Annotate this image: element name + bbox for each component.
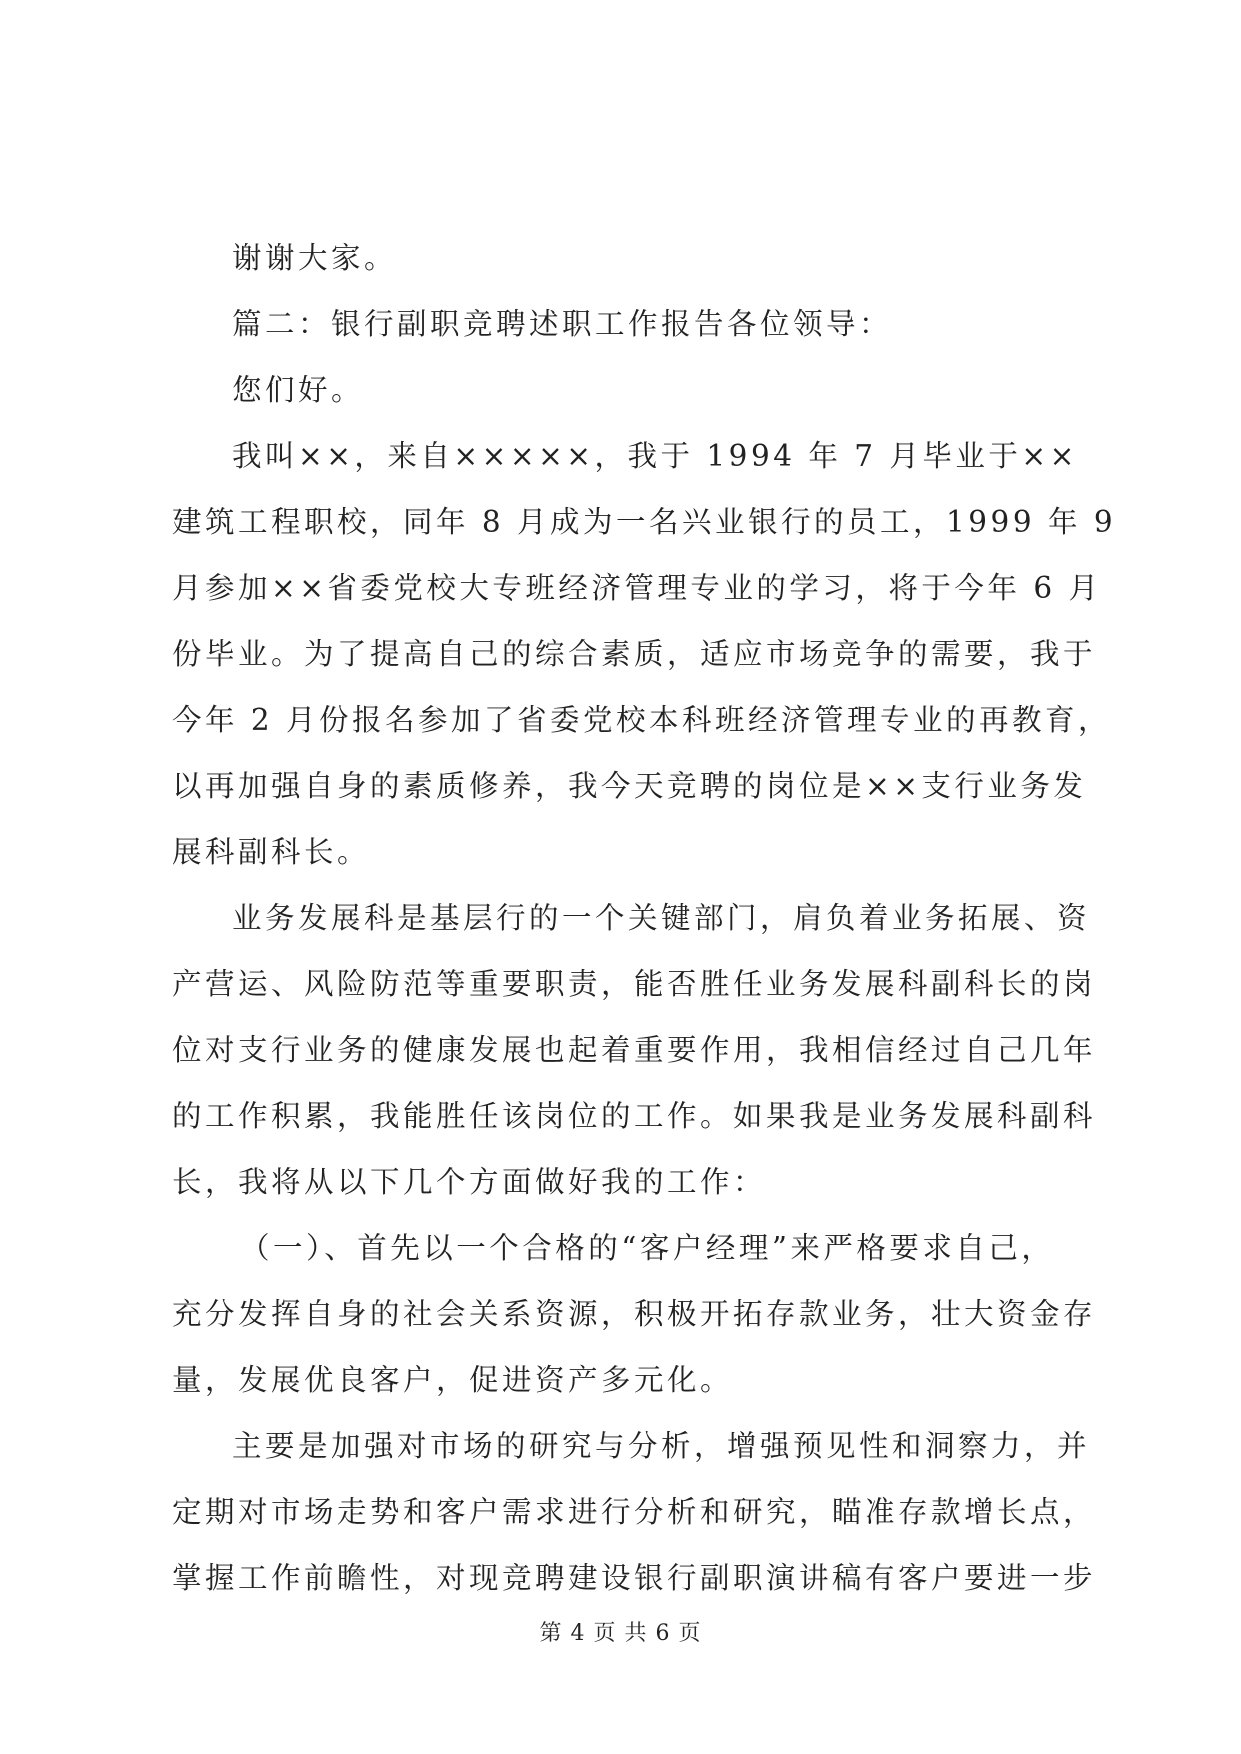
paragraph-line: 建筑工程职校，同年 8 月成为一名兴业银行的员工，1999 年 9: [172, 505, 1117, 539]
page-number-footer: 第 4 页 共 6 页: [539, 1621, 702, 1646]
paragraph-line: 掌握工作前瞻性，对现竞聘建设银行副职演讲稿有客户要进一步: [172, 1561, 1097, 1595]
paragraph-line: 月参加××省委党校大专班经济管理专业的学习，将于今年 6 月: [172, 571, 1102, 605]
section-heading-line: 篇二：银行副职竞聘述职工作报告各位领导：: [232, 307, 893, 341]
paragraph-line: 份毕业。为了提高自己的综合素质，适应市场竞争的需要，我于: [172, 637, 1097, 671]
paragraph-line: 的工作积累，我能胜任该岗位的工作。如果我是业务发展科副科: [172, 1099, 1097, 1133]
paragraph-line: 充分发挥自身的社会关系资源，积极开拓存款业务，壮大资金存: [172, 1297, 1097, 1331]
paragraph-line: 业务发展科是基层行的一个关键部门，肩负着业务拓展、资: [232, 901, 1091, 935]
paragraph-line: 谢谢大家。: [232, 241, 398, 275]
document-body: [172, 225, 1117, 1611]
paragraph-line: 今年 2 月份报名参加了省委党校本科班经济管理专业的再教育，: [172, 703, 1112, 737]
paragraph-line: 主要是加强对市场的研究与分析，增强预见性和洞察力，并: [232, 1429, 1091, 1463]
paragraph-line: 量，发展优良客户，促进资产多元化。: [172, 1363, 734, 1397]
paragraph-line: 位对支行业务的健康发展也起着重要作用，我相信经过自己几年: [172, 1033, 1097, 1067]
list-item-line: （一）、首先以一个合格的“客户经理”来严格要求自己，: [240, 1231, 1055, 1265]
paragraph-line: 长，我将从以下几个方面做好我的工作：: [172, 1165, 767, 1199]
paragraph-line: 定期对市场走势和客户需求进行分析和研究，瞄准存款增长点，: [172, 1495, 1097, 1529]
paragraph-line: 展科副科长。: [172, 835, 371, 869]
paragraph-line: 您们好。: [232, 373, 365, 407]
paragraph-line: 我叫××，来自×××××，我于 1994 年 7 月毕业于××: [232, 439, 1078, 473]
paragraph-line: 以再加强自身的素质修养，我今天竞聘的岗位是××支行业务发: [172, 769, 1087, 803]
paragraph-line: 产营运、风险防范等重要职责，能否胜任业务发展科副科长的岗: [172, 967, 1097, 1001]
